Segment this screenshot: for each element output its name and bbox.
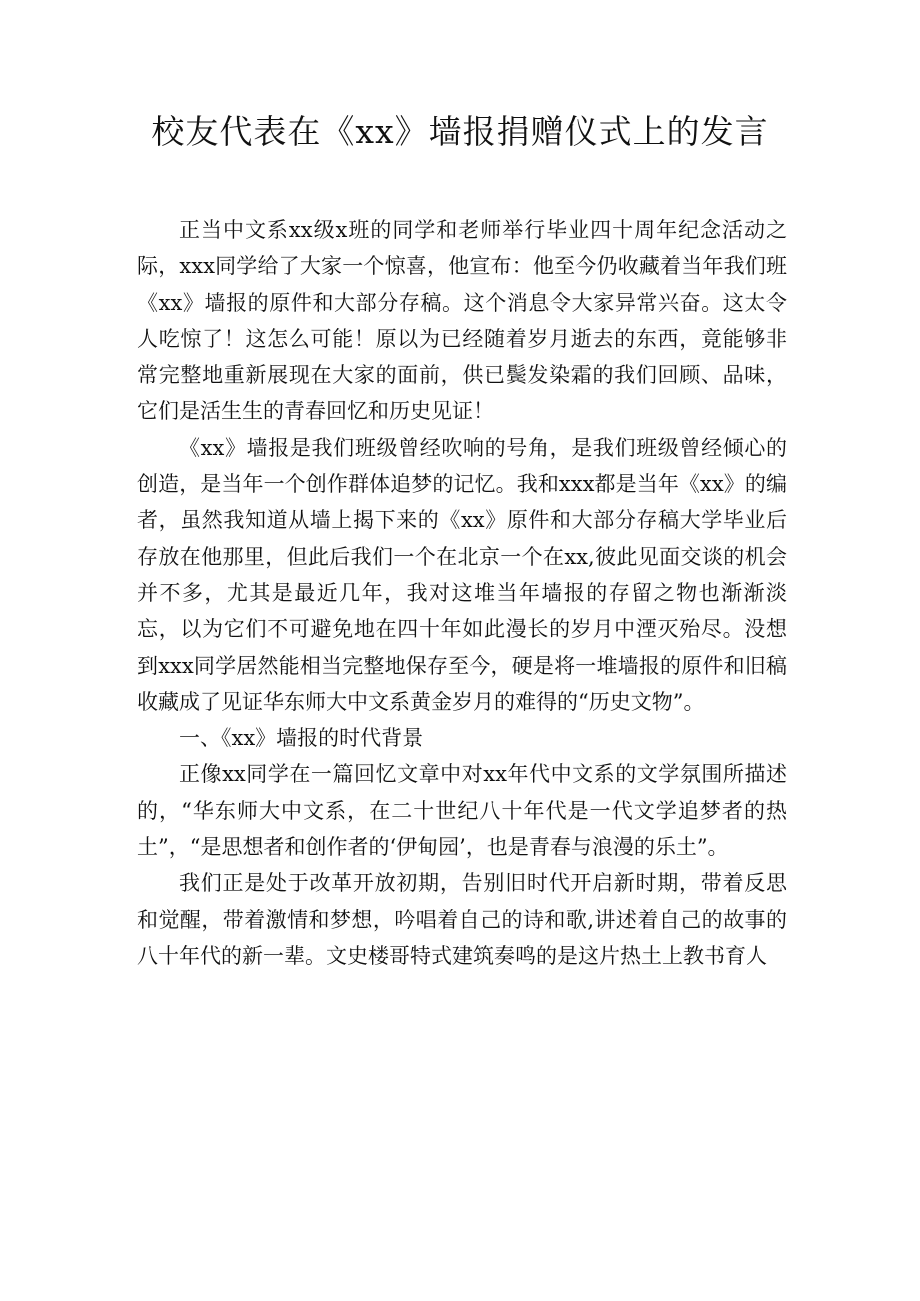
paragraph-wall-newspaper: 《xx》墙报是我们班级曾经吹响的号角，是我们班级曾经倾心的创造，是当年一个创作群体追梦的记忆。我和xxx都是当年《xx》的编者，虽然我知道从墙上揭下来的《xx》原件和大部分存稿大学毕业后存放在他那里，但此后我们一个在北京一个在xx,彼此见面交谈的机会并不多，尤其是最近几年，我对这堆当年墙报的存留之物也渐渐淡忘，以为它们不可避免地在四十年如此漫长的岁月中湮灭殆尽。没想到xxx同学居然能相当完整地保存至今，硬是将一堆墙报的原件和旧稿收藏成了见证华东师大中文系黄金岁月的难得的“历史文物”。 <box>137 435 787 714</box>
document-title: 校友代表在《xx》墙报捐赠仪式上的发言 <box>151 112 769 151</box>
paragraph-new-generation: 我们正是处于改革开放初期，告别旧时代开启新时期，带着反思和觉醒，带着激情和梦想，吟唱着自己的诗和歌,讲述着自己的故事的八十年代的新一辈。文史楼哥特式建筑奏鸣的是这片热土上教书育人 <box>137 871 787 968</box>
section-heading: 一、《xx》墙报的时代背景 <box>179 726 424 751</box>
paragraph-intro: 正当中文系xx级x班的同学和老师举行毕业四十周年纪念活动之际，xxx同学给了大家一个惊喜，他宣布：他至今仍收藏着当年我们班《xx》墙报的原件和大部分存稿。这个消息令大家异常兴奋。这太令人吃惊了！这怎么可能！原以为已经随着岁月逝去的东西，竟能够非常完整地重新展现在大家的面前，供已鬓发染霜的我们回顾、品味，它们是活生生的青春回忆和历史见证！ <box>137 218 787 424</box>
document-body <box>137 212 787 974</box>
paragraph-literary-atmosphere: 正像xx同学在一篇回忆文章中对xx年代中文系的文学氛围所描述的，“华东师大中文系，在二十世纪八十年代是一代文学追梦者的热土”，“是思想者和创作者的‘伊甸园’，也是青春与浪漫的乐土”。 <box>137 762 787 860</box>
